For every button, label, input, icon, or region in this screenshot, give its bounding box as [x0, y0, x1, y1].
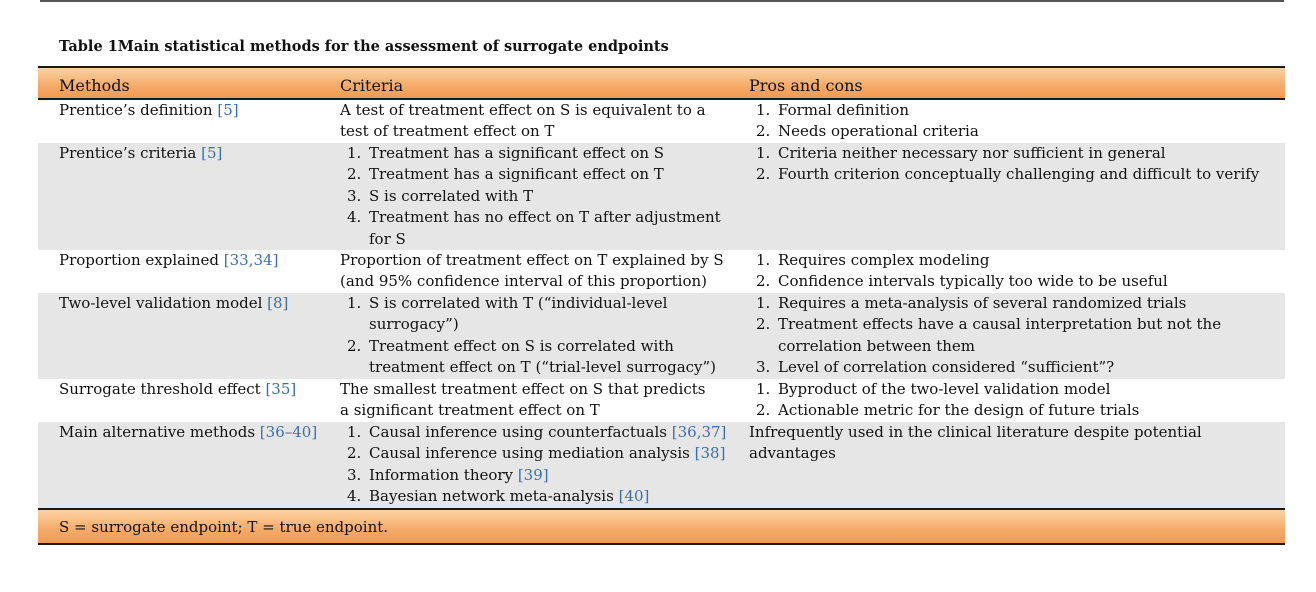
method-name: Proportion explained — [59, 251, 219, 269]
item-text: Treatment effects have a causal interpretation but not the — [778, 315, 1222, 334]
method-cell — [59, 143, 222, 164]
item-text: Treatment effect on S is correlated with — [369, 336, 674, 355]
top-rule — [40, 0, 1284, 2]
table-footnote: S = surrogate endpoint; T = true endpoint. — [59, 518, 389, 536]
item-text: Requires complex modeling — [778, 251, 990, 269]
method-cell — [59, 100, 239, 121]
item-label: Information theory — [369, 465, 514, 484]
table-row — [38, 422, 1285, 508]
method-name: Main alternative methods — [59, 423, 256, 441]
pros-cons-text: advantages — [749, 444, 836, 463]
table-row — [38, 143, 1285, 250]
item-number: 2. — [756, 165, 771, 184]
method-name: Surrogate threshold effect — [59, 380, 261, 398]
pros-cons-cell — [749, 100, 1279, 143]
item-text: Fourth criterion conceptually challenging and difficult to verify — [778, 165, 1260, 184]
item-number: 1. — [347, 423, 362, 441]
table-row — [38, 379, 1285, 422]
criteria-text: a significant treatment effect on T — [340, 401, 600, 420]
item-text: Treatment has a significant effect on S — [369, 144, 665, 162]
method-name: Prentice’s definition — [59, 101, 213, 119]
pros-cons-cell — [749, 250, 1279, 293]
criteria-cell — [340, 379, 740, 422]
criteria-cell — [340, 422, 740, 508]
item-text: S is correlated with T (“individual-level — [369, 294, 668, 312]
item-text: for S — [369, 229, 406, 248]
list-item — [340, 164, 740, 185]
item-number: 2. — [756, 272, 771, 291]
list-item — [749, 250, 1279, 271]
method-name: Two-level validation model — [59, 294, 263, 312]
list-item — [340, 207, 740, 250]
list-item — [749, 314, 1279, 357]
pros-cons-cell — [749, 422, 1279, 465]
item-text: treatment effect on T (“trial-level surrogacy”) — [369, 358, 717, 377]
list-item — [749, 271, 1279, 292]
list-item — [749, 400, 1279, 421]
criteria-cell — [340, 143, 740, 250]
item-text: Actionable metric for the design of future trials — [778, 401, 1140, 420]
reference-link[interactable]: [40] — [618, 487, 650, 506]
list-item — [749, 357, 1279, 378]
reference-link[interactable]: [33,34] — [223, 251, 279, 269]
item-text — [369, 422, 740, 443]
item-label: Bayesian network meta-analysis — [369, 487, 614, 506]
list-item — [340, 186, 740, 207]
item-number: 3. — [347, 465, 362, 484]
list-item — [340, 422, 740, 443]
table-caption: Table 1Main statistical methods for the assessment of surrogate endpoints — [59, 38, 669, 55]
item-text — [369, 465, 740, 486]
reference-link[interactable]: [36–40] — [259, 423, 318, 441]
item-text: Confidence intervals typically too wide to be useful — [778, 272, 1168, 291]
table-footer — [38, 508, 1285, 545]
header-criteria: Criteria — [340, 76, 404, 95]
reference-link[interactable]: [5] — [201, 144, 223, 162]
statistical-methods-table — [38, 66, 1285, 545]
item-label: Causal inference using mediation analysis — [369, 444, 690, 463]
list-item — [749, 293, 1279, 314]
pros-cons-text: Infrequently used in the clinical literature despite potential — [749, 423, 1202, 441]
item-text — [369, 443, 740, 464]
criteria-text: A test of treatment effect on S is equivalent to a — [340, 101, 706, 119]
item-number: 2. — [347, 165, 362, 184]
list-item — [340, 465, 740, 486]
reference-link[interactable]: [36,37] — [671, 423, 727, 441]
item-number: 1. — [347, 294, 362, 312]
header-methods: Methods — [59, 76, 130, 95]
item-text — [369, 486, 740, 507]
list-item — [749, 100, 1279, 121]
method-name: Prentice’s criteria — [59, 144, 197, 162]
item-text: Criteria neither necessary nor sufficient in general — [778, 144, 1166, 162]
item-number: 2. — [756, 315, 771, 334]
method-cell — [59, 293, 288, 314]
table-row — [38, 250, 1285, 293]
item-number: 4. — [347, 487, 362, 506]
item-number: 3. — [756, 358, 771, 377]
list-item — [749, 121, 1279, 142]
header-pros-cons: Pros and cons — [749, 76, 863, 95]
item-number: 1. — [756, 251, 771, 269]
list-item — [340, 486, 740, 507]
reference-link[interactable]: [39] — [517, 465, 549, 484]
item-number: 2. — [756, 401, 771, 420]
table-header — [38, 66, 1285, 100]
list-item — [340, 143, 740, 164]
item-label: Causal inference using counterfactuals — [369, 423, 667, 441]
table-row — [38, 293, 1285, 379]
criteria-text: The smallest treatment effect on S that predicts — [340, 380, 706, 398]
pros-cons-cell — [749, 379, 1279, 422]
item-number: 1. — [756, 144, 771, 162]
criteria-text: test of treatment effect on T — [340, 122, 555, 141]
item-text: Needs operational criteria — [778, 122, 979, 141]
method-cell — [59, 422, 317, 443]
item-number: 1. — [756, 380, 771, 398]
reference-link[interactable]: [8] — [267, 294, 289, 312]
list-item — [749, 143, 1279, 164]
reference-link[interactable]: [35] — [265, 380, 297, 398]
item-number: 1. — [347, 144, 362, 162]
item-number: 1. — [756, 101, 771, 119]
item-text: Requires a meta-analysis of several randomized trials — [778, 294, 1187, 312]
criteria-text: Proportion of treatment effect on T explained by S — [340, 251, 724, 269]
item-number: 2. — [347, 444, 362, 463]
item-number: 2. — [756, 122, 771, 141]
list-item — [749, 379, 1279, 400]
pros-cons-cell — [749, 143, 1279, 186]
table-row — [38, 100, 1285, 143]
item-text: Formal definition — [778, 101, 909, 119]
criteria-cell — [340, 250, 740, 293]
reference-link[interactable]: [38] — [694, 444, 726, 463]
criteria-cell — [340, 100, 740, 143]
item-text: Treatment has no effect on T after adjustment — [369, 208, 721, 227]
item-number: 1. — [756, 294, 771, 312]
list-item — [749, 164, 1279, 185]
list-item — [340, 443, 740, 464]
method-cell — [59, 379, 296, 400]
item-text: correlation between them — [778, 336, 975, 355]
item-text: S is correlated with T — [369, 186, 534, 205]
item-number: 3. — [347, 186, 362, 205]
reference-link[interactable]: [5] — [217, 101, 239, 119]
item-text: Byproduct of the two-level validation model — [778, 380, 1111, 398]
item-text: Level of correlation considered “sufficient”? — [778, 358, 1115, 377]
list-item — [340, 336, 740, 379]
method-cell — [59, 250, 278, 271]
item-text: surrogacy”) — [369, 315, 459, 334]
pros-cons-cell — [749, 293, 1279, 379]
criteria-cell — [340, 293, 740, 379]
item-text: Treatment has a significant effect on T — [369, 165, 664, 184]
list-item — [340, 293, 740, 336]
criteria-text: (and 95% confidence interval of this proportion) — [340, 272, 708, 291]
item-number: 4. — [347, 208, 362, 227]
item-number: 2. — [347, 336, 362, 355]
